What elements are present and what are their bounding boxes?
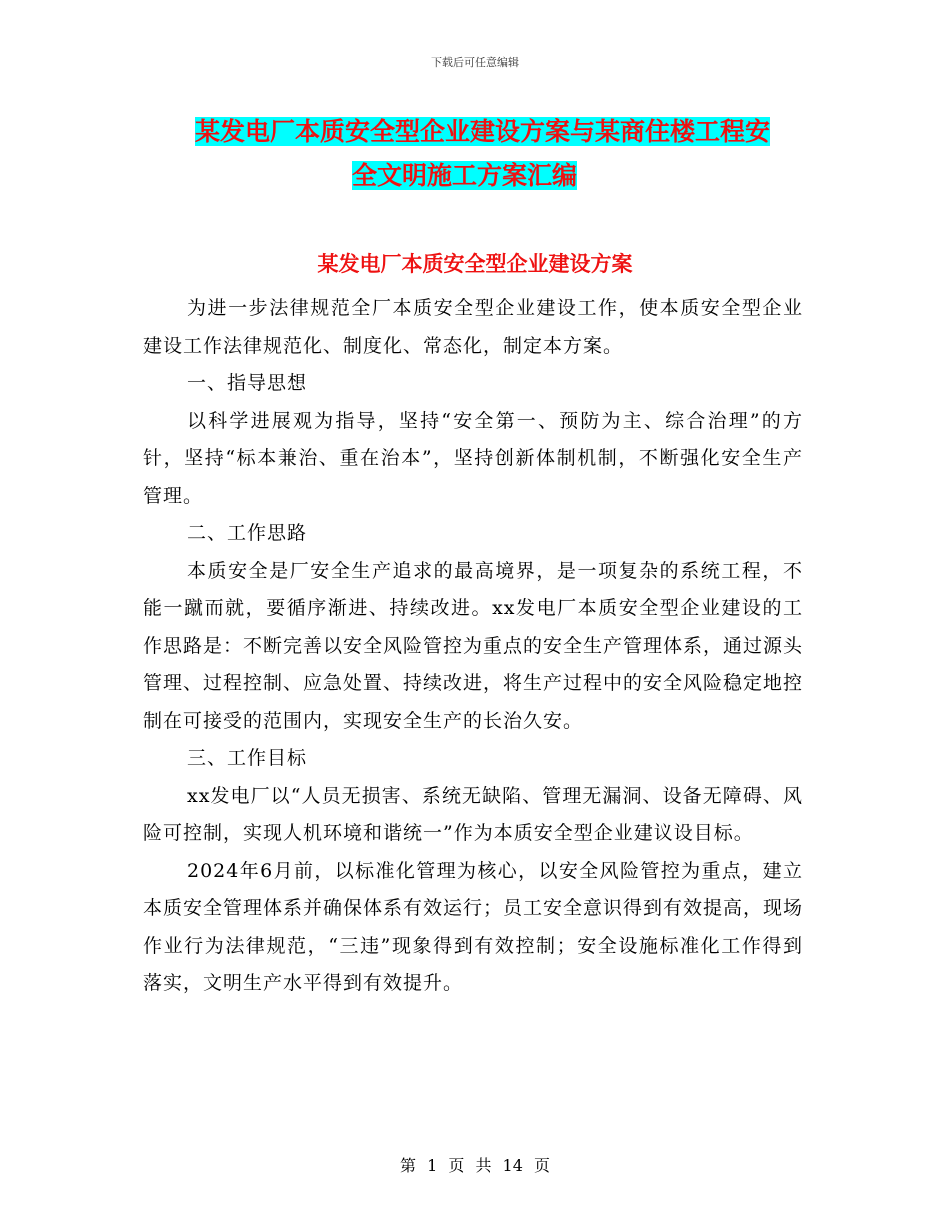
page-header: 下载后可任意编辑	[431, 56, 519, 69]
section-heading: 三、工作目标	[187, 747, 308, 769]
paragraph: 2024年6月前，以标准化管理为核心，以安全风险管控为重点，建立本质安全管理体系并确保体系有效运行；员工安全意识得到有效提高，现场作业行为法律规范，“三违”现象得到有效控制；安全设施标准化工作得到落实，文明生产水平得到有效提升。	[143, 859, 804, 994]
paragraph: 为进一步法律规范全厂本质安全型企业建设工作，使本质安全型企业建设工作法律规范化、制度化、常态化，制定本方案。	[143, 297, 803, 357]
document-title	[195, 110, 805, 198]
paragraph: 以科学进展观为指导，坚持“安全第一、预防为主、综合治理”的方针，坚持“标本兼治、重在治本”，坚持创新体制机制，不断强化安全生产管理。	[143, 409, 803, 507]
section-heading: 二、工作思路	[187, 522, 308, 544]
section-title: 某发电厂本质安全型企业建设方案	[317, 252, 633, 276]
section-heading: 一、指导思想	[187, 372, 308, 394]
page-footer: 第 1 页 共 14 页	[400, 1156, 550, 1175]
document-title-line-2: 全文明施工方案汇编	[352, 161, 578, 190]
document-body	[143, 290, 803, 1003]
paragraph: 本质安全是厂安全生产追求的最高境界，是一项复杂的系统工程，不能一蹴而就，要循序渐进、持续改进。xx发电厂本质安全型企业建设的工作思路是：不断完善以安全风险管控为重点的安全生产管理体系，通过源头管理、过程控制、应急处置、持续改进，将生产过程中的安全风险稳定地控制在可接受的范围内，实现安全生产的长治久安。	[143, 559, 804, 732]
paragraph: xx发电厂以“人员无损害、系统无缺陷、管理无漏洞、设备无障碍、风险可控制，实现人机环境和谐统一”作为本质安全型企业建议设目标。	[143, 784, 803, 844]
document-title-line-1: 某发电厂本质安全型企业建设方案与某商住楼工程安	[195, 117, 771, 146]
